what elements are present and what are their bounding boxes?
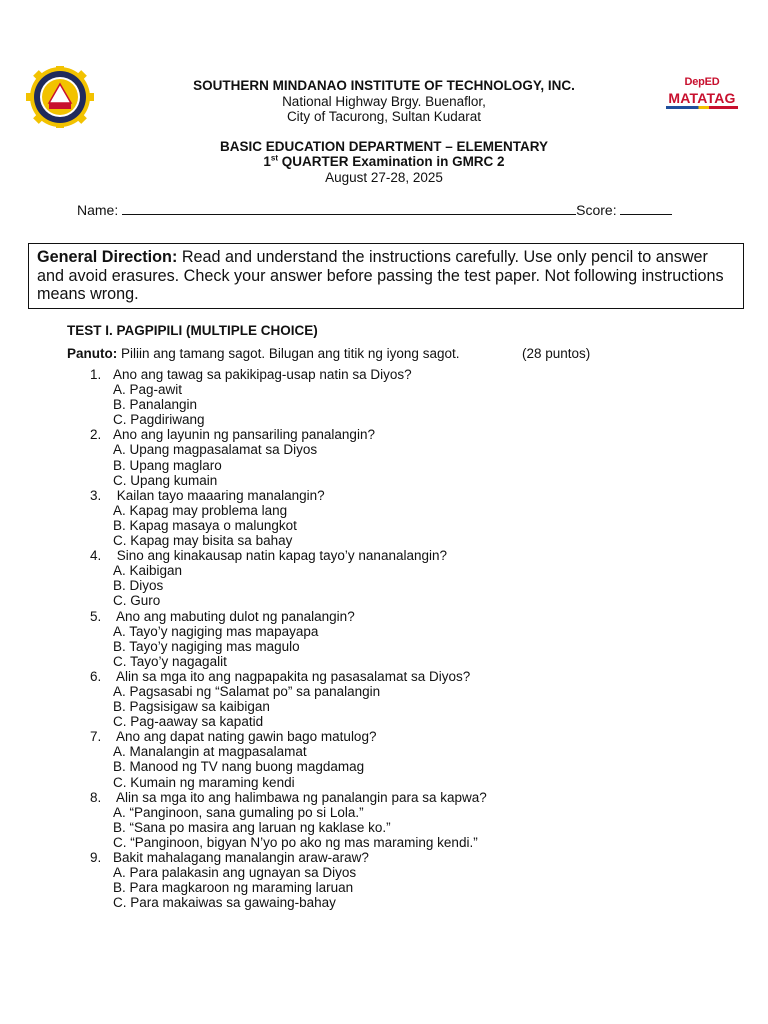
answer-option[interactable]: A. Para palakasin ang ugnayan sa Diyos	[113, 865, 357, 881]
question-text: Bakit mahalagang manalangin araw-araw?	[113, 850, 369, 865]
answer-option[interactable]: A. Upang magpasalamat sa Diyos	[113, 442, 318, 458]
answer-option[interactable]: C. Kapag may bisita sa bahay	[113, 533, 293, 549]
test-title: TEST I. PAGPIPILI (MULTIPLE CHOICE)	[67, 323, 318, 338]
question-item	[90, 367, 730, 427]
name-label: Name:	[77, 202, 123, 218]
answer-option[interactable]: C. Pag-aaway sa kapatid	[113, 714, 264, 730]
answer-option[interactable]: B. Diyos	[113, 578, 164, 594]
answer-option[interactable]: A. Pagsasabi ng “Salamat po” sa panalangin	[113, 683, 381, 699]
direction-text: Read and understand the instructions carefully. Use only pencil to answer and avoid erasures. Check your answer before passing the test paper. Not following instructions means wrong.	[37, 248, 724, 303]
score-label: Score:	[576, 202, 621, 218]
direction-label: General Direction:	[37, 248, 178, 266]
exam-title	[110, 154, 658, 169]
answer-option[interactable]: B. Upang maglaro	[113, 457, 222, 473]
panuto-line	[67, 346, 459, 361]
question-number: 7.	[90, 729, 102, 745]
score-blank-line[interactable]	[620, 202, 672, 215]
question-line	[90, 609, 730, 624]
answer-option[interactable]: B. “Sana po masira ang laruan ng kaklase ko.”	[113, 819, 391, 835]
question-item	[90, 850, 730, 910]
matatag-logo-text: MATATAG	[668, 90, 736, 106]
question-line	[90, 669, 730, 684]
question-text: Alin sa mga ito ang nagpapakita ng pasasalamat sa Diyos?	[113, 668, 471, 684]
question-line	[90, 548, 730, 563]
answer-option[interactable]: C. Para makaiwas sa gawaing-bahay	[113, 895, 336, 911]
question-item	[90, 609, 730, 669]
question-number: 3.	[90, 487, 102, 503]
points-label: (28 puntos)	[522, 346, 591, 361]
question-number: 9.	[90, 850, 102, 865]
panuto-label: Panuto:	[67, 346, 118, 361]
question-line	[90, 850, 730, 865]
address-line-2: City of Tacurong, Sultan Kudarat	[286, 109, 482, 124]
answer-option[interactable]: B. Tayo’y nagiging mas magulo	[113, 638, 300, 654]
question-text: Alin sa mga ito ang halimbawa ng panalangin para sa kapwa?	[113, 789, 487, 805]
question-item	[90, 427, 730, 487]
name-score-row	[77, 202, 672, 218]
answer-option[interactable]: A. Kapag may problema lang	[113, 502, 288, 518]
question-text: Kailan tayo maaaring manalangin?	[113, 487, 325, 503]
deped-matatag-logo	[664, 76, 740, 112]
school-seal-logo	[26, 66, 94, 128]
exam-ordinal: 1	[263, 154, 271, 169]
answer-option[interactable]: B. Para magkaroon ng maraming laruan	[113, 880, 354, 896]
address-line-1: National Highway Brgy. Buenaflor,	[282, 94, 486, 109]
name-blank-line[interactable]	[122, 202, 576, 215]
question-number: 8.	[90, 789, 102, 805]
answer-option[interactable]: C. Pagdiriwang	[113, 412, 205, 428]
exam-date: August 27-28, 2025	[325, 170, 443, 185]
question-item	[90, 729, 730, 789]
question-text: Sino ang kinakausap natin kapag tayo’y nananalangin?	[113, 548, 448, 564]
question-line	[90, 729, 730, 744]
question-number: 6.	[90, 668, 102, 684]
exam-ordinal-suffix: st	[270, 153, 279, 163]
answer-option[interactable]: C. “Panginoon, bigyan N’yo po ako ng mas maraming kendi.”	[113, 834, 478, 850]
panuto-text: Piliin ang tamang sagot. Bilugan ang titik ng iyong sagot.	[117, 346, 460, 361]
question-text: Ano ang dapat nating gawin bago matulog?	[113, 729, 377, 745]
question-item	[90, 669, 730, 729]
answer-option[interactable]: A. Manalangin at magpasalamat	[113, 744, 307, 760]
question-text: Ano ang mabuting dulot ng panalangin?	[113, 608, 355, 624]
answer-option[interactable]: C. Upang kumain	[113, 472, 218, 488]
general-direction-box	[28, 243, 744, 309]
answer-option[interactable]: B. Pagsisigaw sa kaibigan	[113, 699, 270, 715]
question-item	[90, 790, 730, 850]
answer-option[interactable]: B. Kapag masaya o malungkot	[113, 517, 297, 533]
answer-option[interactable]: A. Kaibigan	[113, 563, 183, 579]
department-title: BASIC EDUCATION DEPARTMENT – ELEMENTARY	[219, 139, 548, 154]
matatag-stripe	[666, 106, 738, 109]
question-number: 5.	[90, 608, 102, 624]
answer-option[interactable]: C. Guro	[113, 593, 161, 609]
question-line	[90, 790, 730, 805]
answer-option[interactable]: A. Pag-awit	[113, 382, 183, 398]
answer-option[interactable]: B. Manood ng TV nang buong magdamag	[113, 759, 365, 775]
question-number: 2.	[90, 427, 102, 443]
answer-option[interactable]: B. Panalangin	[113, 397, 198, 413]
question-line	[90, 367, 730, 382]
question-item	[90, 548, 730, 608]
school-name: SOUTHERN MINDANAO INSTITUTE OF TECHNOLOGY, INC.	[193, 78, 575, 93]
question-number: 4.	[90, 548, 102, 564]
question-line	[90, 427, 730, 442]
question-text: Ano ang tawag sa pakikipag-usap natin sa Diyos?	[113, 367, 412, 382]
answer-option[interactable]: C. Tayo’y nagagalit	[113, 653, 227, 669]
question-number: 1.	[90, 367, 102, 382]
answer-option[interactable]: A. Tayo’y nagiging mas mapayapa	[113, 623, 319, 639]
question-text: Ano ang layunin ng pansariling panalangin?	[113, 427, 375, 443]
question-list	[90, 367, 730, 910]
answer-option[interactable]: C. Kumain ng maraming kendi	[113, 774, 295, 790]
exam-title-rest: QUARTER Examination in GMRC 2	[278, 154, 505, 169]
answer-option[interactable]: A. “Panginoon, sana gumaling po si Lola.”	[113, 804, 364, 820]
question-item	[90, 488, 730, 548]
question-line	[90, 488, 730, 503]
deped-logo-text: DepED	[684, 76, 720, 88]
